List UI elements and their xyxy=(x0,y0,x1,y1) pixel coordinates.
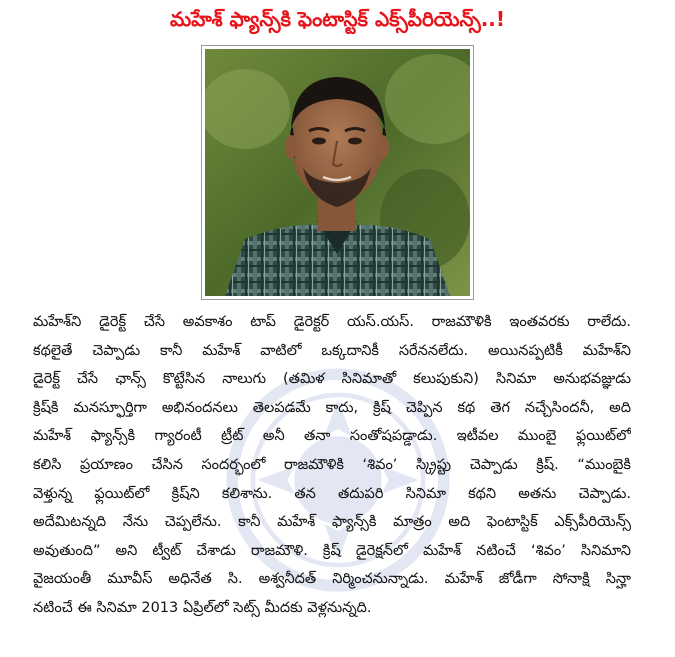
article-line: వైజయంతీ మూవీస్ అధినేత సి. అశ్వనీదత్ నిర్మించనున్నాడు. మహేశ్ జోడీగా సోనాక్షి సిన్హా xyxy=(33,571,631,588)
article-line: కథలైతే చెప్పాడు కానీ మహేశ్ వాటిలో ఒక్కదానికీ సరేననలేదు. అయినప్పటికీ మహేశ్‌ని xyxy=(33,342,631,359)
photo-frame xyxy=(201,45,474,300)
article-line: నటించే ఈ సినిమా 2013 ఏప్రిల్‌లో సెట్స్ మీదకు వెళ్లనున్నది. xyxy=(33,599,372,616)
article-line: డైరెక్ట్ చేసే ఛాన్స్ కొట్టేసిన నాలుగు (తమిళ సినిమాతో కలుపుకుని) సినిమా అనుభవజ్ఞుడు xyxy=(33,371,631,388)
article-line: అవుతుంది” అని ట్వీట్ చేశాడు రాజమౌళి. క్రిష్ డైరెక్షన్‌లో మహేశ్ నటించే ‘శివం’ సినిమాని xyxy=(33,542,631,559)
article-line: మహేశ్‌ని డైరెక్ట్ చేసే అవకాశం టాప్ డైరెక్టర్ యస్.యస్. రాజమౌళికి ఇంతవరకు రాలేదు. xyxy=(33,314,631,330)
article-line: క్రిష్‌కి మనస్ఫూర్తిగా అభినందనలు తెలపడమే కాదు, క్రిష్ చెప్పిన కథ తెగ నచ్చేసిందనీ, అది xyxy=(33,399,631,416)
article-line: కలిసి ప్రయాణం చేసిన సందర్భంలో రాజమౌళికి ‘శివం’ స్క్రిప్టు చెప్పాడు క్రిష్. “ముంబైకి xyxy=(33,456,631,473)
article-headline: మహేశ్ ఫ్యాన్స్‌కి ఫెంటాస్టిక్ ఎక్స్‌పీరియెన్స్..! xyxy=(169,7,506,31)
portrait-photo xyxy=(205,49,470,296)
article-line: అదేమిటన్నది నేను చెప్పలేను. కానీ మహేశ్ ఫ్యాన్స్‌కి మాత్రం అది ఫెంటాస్టిక్ ఎక్స్‌పీరియెన్స్ xyxy=(33,514,631,531)
article-line: మహేశ్ ఫ్యాన్స్‌కి గ్యారంటీ ట్రీట్ అనీ తనా సంతోషపడ్డాడు. ఇటీవల ముంబై ఫ్లయిట్‌లో xyxy=(33,428,631,445)
article-body xyxy=(33,308,631,623)
article-line: వెళ్తున్న ఫ్లయిట్‌లో క్రిష్‌ని కలిశాను. తన తదుపరి సినిమా కథని అతను చెప్పాడు. xyxy=(33,485,631,502)
